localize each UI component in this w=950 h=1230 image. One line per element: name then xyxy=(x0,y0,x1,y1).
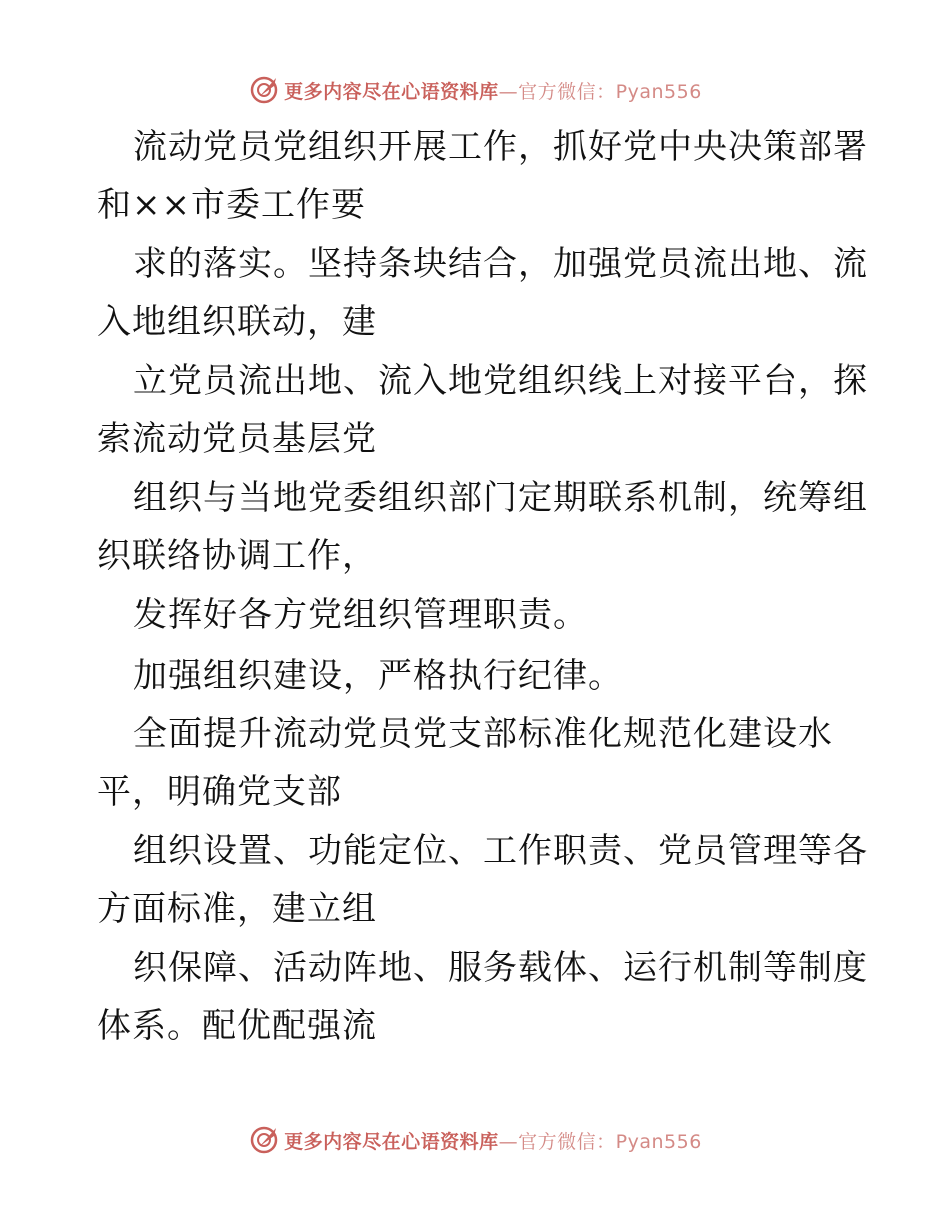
paragraph-line: 入地组织联动，建 xyxy=(97,302,377,342)
paragraph-line: 织保障、活动阵地、服务载体、运行机制等制度 xyxy=(133,948,868,988)
document-body xyxy=(0,118,950,1056)
watermark-brand: 更多内容尽在心语资料库 xyxy=(284,80,499,103)
watermark-wechat: 官方微信：Pyan556 xyxy=(518,1130,702,1153)
paragraph-line: 平，明确党支部 xyxy=(97,772,342,812)
paragraph-line: 体系。配优配强流 xyxy=(97,1006,377,1046)
paragraph-line: 立党员流出地、流入地党组织线上对接平台，探 xyxy=(133,361,868,401)
watermark-dash: — xyxy=(498,1130,519,1153)
paragraph xyxy=(0,352,950,469)
watermark-wechat: 官方微信：Pyan556 xyxy=(518,80,702,103)
paragraph xyxy=(0,586,950,647)
section-heading-paragraph xyxy=(0,647,950,705)
paragraph-line: 方面标准，建立组 xyxy=(97,889,377,929)
paragraph xyxy=(0,822,950,939)
paragraph xyxy=(0,235,950,352)
watermark-text xyxy=(284,77,702,104)
header-watermark-banner xyxy=(0,70,950,110)
paragraph-line: 全面提升流动党员党支部标准化规范化建设水 xyxy=(133,714,833,754)
paragraph-line: 加强组织建设，严格执行纪律。 xyxy=(133,656,623,696)
paragraph-line: 组织设置、功能定位、工作职责、党员管理等各 xyxy=(133,831,868,871)
watermark-text xyxy=(284,1127,702,1154)
paragraph-line: 发挥好各方党组织管理职责。 xyxy=(133,595,588,635)
footer-watermark-banner xyxy=(0,1120,950,1160)
quill-logo-icon xyxy=(248,74,280,106)
watermark-dash: — xyxy=(498,80,519,103)
paragraph xyxy=(0,469,950,586)
paragraph xyxy=(0,705,950,822)
quill-logo-icon xyxy=(248,1124,280,1156)
paragraph-line: 索流动党员基层党 xyxy=(97,419,377,459)
paragraph-line: 流动党员党组织开展工作，抓好党中央决策部署 xyxy=(133,127,868,167)
paragraph-line: 求的落实。坚持条块结合，加强党员流出地、流 xyxy=(133,244,868,284)
paragraph xyxy=(0,118,950,235)
watermark-brand: 更多内容尽在心语资料库 xyxy=(284,1130,499,1153)
paragraph-line: 织联络协调工作， xyxy=(97,536,377,576)
paragraph xyxy=(0,939,950,1056)
paragraph-line: 和××市委工作要 xyxy=(97,185,366,225)
paragraph-line: 组织与当地党委组织部门定期联系机制，统筹组 xyxy=(133,478,868,518)
